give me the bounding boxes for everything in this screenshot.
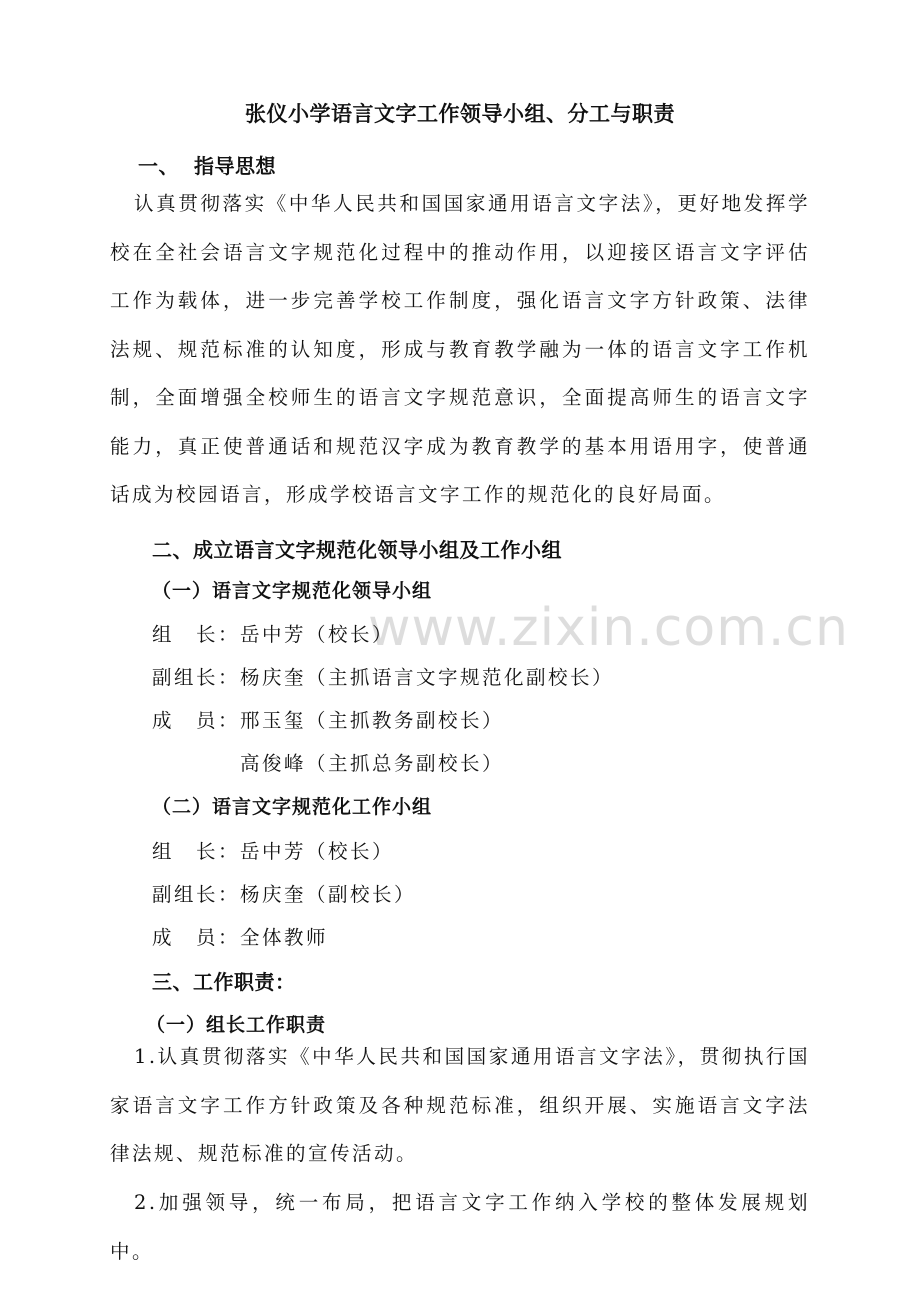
group-2-deputy-role: 副组长：: [152, 883, 241, 906]
section-1-body: 认真贯彻落实《中华人民共和国国家通用语言文字法》，更好地发挥学校在全社会语言文字规范化过程中的推动作用，以迎接区语言文字评估工作为载体，进一步完善学校工作制度，强化语言文字方针政策、法律法规、规范标准的认知度，形成与教育教学融为一体的语言文字工作机制，全面增强全校师生的语言文字规范意识，全面提高师生的语言文字能力，真正使普通话和规范汉字成为教育教学的基本用语用字，使普通话成为校园语言，形成学校语言文字工作的规范化的良好局面。: [110, 192, 810, 506]
section-3-heading: 三、工作职责：: [152, 970, 296, 994]
duty-item-1: 1.认真贯彻落实《中华人民共和国国家通用语言文字法》，贯彻执行国家语言文字工作方针政策及各种规范标准，组织开展、实施语言文字法律法规、规范标准的宣传活动。: [110, 1045, 810, 1165]
group-2-leader-row: [152, 836, 394, 864]
group-1-leader-row: [152, 619, 394, 647]
group-1-member-name-1: 邢玉玺（主抓教务副校长）: [240, 709, 505, 732]
document-title: 张仪小学语言文字工作领导小组、分工与职责: [245, 102, 675, 126]
group-1-deputy-name: 杨庆奎（主抓语言文字规范化副校长）: [240, 666, 615, 689]
group-2-leader-name: 岳中芳（校长）: [240, 840, 395, 863]
section-2-heading: 二、成立语言文字规范化领导小组及工作小组: [152, 538, 562, 562]
group-2-heading: （二）语言文字规范化工作小组: [152, 796, 433, 818]
group-2-member-name: 全体教师: [240, 926, 329, 949]
group-1-leader-name: 岳中芳（校长）: [240, 623, 395, 646]
group-2-member-row: [152, 922, 328, 950]
group-2-leader-role: 组 长：: [152, 840, 241, 863]
group-2-deputy-row: [152, 879, 416, 907]
group-1-member-row: [152, 705, 504, 733]
group-1-deputy-row: [152, 662, 614, 690]
section-1-title: 指导思想: [194, 154, 276, 178]
group-1-member-row-2: [240, 748, 504, 776]
group-1-heading: （一）语言文字规范化领导小组: [152, 580, 433, 602]
duty-item-2: 2.加强领导，统一布局，把语言文字工作纳入学校的整体发展规划中。: [110, 1191, 810, 1263]
group-2-member-role: 成 员：: [152, 926, 241, 949]
section-1-heading: [138, 150, 276, 179]
watermark: www.zixin.com.cn: [368, 598, 849, 658]
group-1-leader-role: 组 长：: [152, 623, 241, 646]
section-3-sub-1: （一）组长工作职责: [146, 1014, 327, 1036]
group-1-deputy-role: 副组长：: [152, 666, 241, 689]
group-1-member-name-2: 高俊峰（主抓总务副校长）: [240, 752, 505, 775]
section-1-number: 一、: [138, 154, 179, 178]
group-1-member-role: 成 员：: [152, 709, 241, 732]
group-2-deputy-name: 杨庆奎（副校长）: [240, 883, 417, 906]
